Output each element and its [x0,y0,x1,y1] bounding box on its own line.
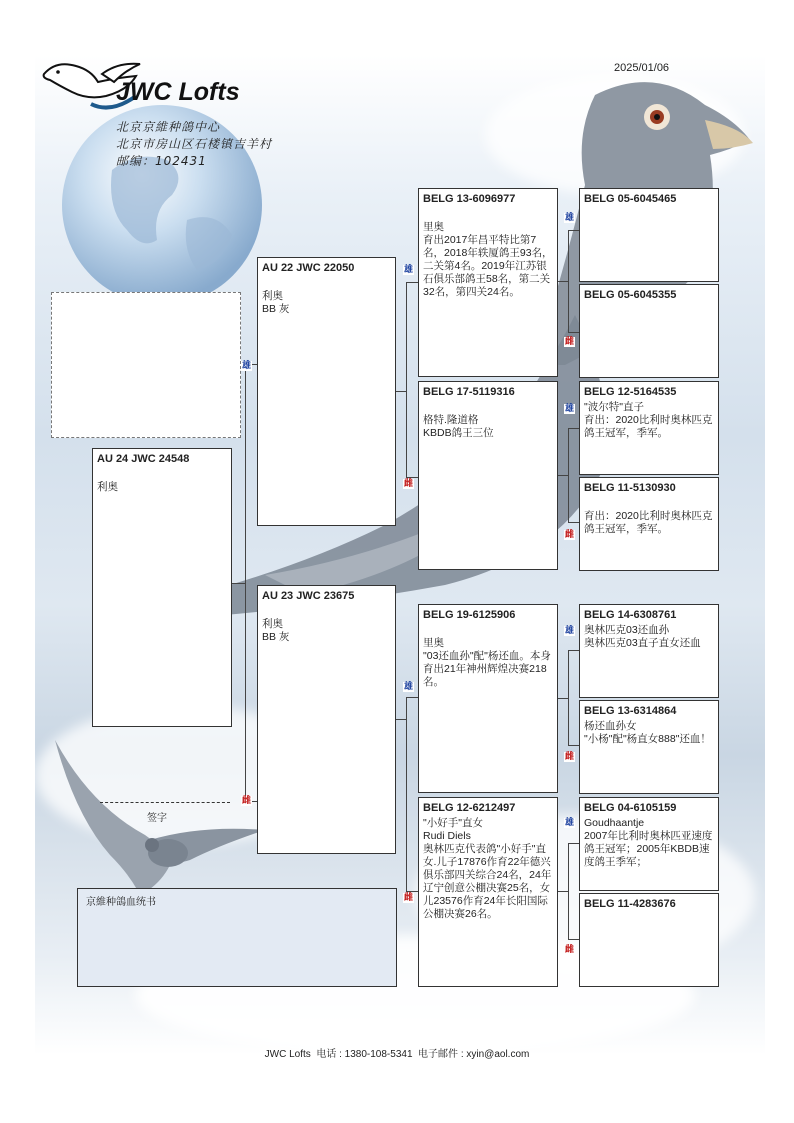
male-marker: 雄 [565,213,575,223]
club-name: 北京京維种鴿中心 [116,120,221,134]
bird-name: 利奥 [262,290,283,302]
bird-achievements: 育出：2020比利时奥林匹克鸽王冠军，季军。 [584,510,713,535]
certificate-label: 京維种鴿血统书 [86,897,156,908]
ring-number: BELG 12-6212497 [423,802,516,814]
connector [406,477,418,478]
connector [568,230,579,231]
club-postcode: 邮编：102431 [116,154,207,168]
bird-achievements: 奥林匹克03直子直女还血 [584,637,701,649]
sire-dam-card [418,381,558,570]
connector [568,939,579,940]
bird-achievements: Rudi Diels 奥林匹克代表鸽"小好手"直女.儿子17876作育22年德兴俱乐部四关综合24名，24年辽宁创意公棚决赛25名，女儿23576作育24年长阳国际公棚决赛26名。 [423,830,552,920]
ring-number: BELG 13-6314864 [584,705,677,717]
female-marker: 雌 [242,796,252,806]
bird-name: 里奥 [423,221,444,233]
connector [558,475,568,476]
bird-photo-placeholder [51,292,241,438]
great-grandparent-card-ssd [579,284,719,378]
bird-color: BB 灰 [262,303,290,315]
great-grandparent-card-dsd [579,700,719,794]
female-marker: 雌 [565,337,575,347]
connector [568,428,579,429]
ring-number: BELG 14-6308761 [584,609,677,621]
great-grandparent-card-dds [579,797,719,891]
club-address: 北京市房山区石楼镇吉羊村 [116,137,273,151]
bird-name: "小好手"直女 [423,817,483,829]
sire-sire-card [418,188,558,377]
bird-name: 杨还血孙女 [584,720,637,732]
footer-contact: JWC Lofts 电话 : 1380-108-5341 电子邮件 : xyin@aol.com [264,1049,530,1060]
ring-number: AU 22 JWC 22050 [262,262,355,274]
female-marker: 雌 [404,479,414,489]
connector [396,391,406,392]
male-marker: 雄 [565,818,575,828]
sire-card [257,257,396,526]
connector [568,745,579,746]
connector [558,698,568,699]
connector [568,843,569,940]
dam-dam-card [418,797,558,987]
bird-name: Goudhaantje [584,817,645,829]
male-marker: 雄 [404,265,414,275]
female-marker: 雌 [565,752,575,762]
ring-number: AU 24 JWC 24548 [97,453,190,465]
connector [245,364,246,802]
female-marker: 雌 [404,893,414,903]
connector [568,843,579,844]
bird-name: 奥林匹克03还血孙 [584,624,670,636]
connector [568,230,569,333]
male-marker: 雄 [565,404,575,414]
dam-card [257,585,396,854]
great-grandparent-card-ddd [579,893,719,987]
bird-achievements: "03还血孙"配"杨还血。本身育出21年神州辉煌决赛218名。 [423,650,551,688]
ring-number: BELG 05-6045355 [584,289,677,301]
ring-number: BELG 11-5130930 [584,482,676,494]
signature-label: 签字 [147,813,167,824]
bird-color: BB 灰 [262,631,290,643]
connector [558,281,568,282]
connector [568,428,569,523]
connector [406,697,407,892]
connector [568,332,579,333]
male-marker: 雄 [565,626,575,636]
bird-name: 里奥 [423,637,444,649]
signature-line [100,802,230,803]
great-grandparent-card-sds [579,381,719,475]
connector [568,522,579,523]
bird-name: "波尔特"直子 [584,401,644,413]
dam-sire-card [418,604,558,793]
bird-name: 格特.隆道格 [423,414,479,426]
connector [568,650,569,746]
certificate-box [77,888,397,987]
ring-number: AU 23 JWC 23675 [262,590,355,602]
connector [406,891,418,892]
ring-number: BELG 12-5164535 [584,386,677,398]
bird-achievements: KBDB鸽王三位 [423,427,494,439]
connector [406,282,407,478]
ring-number: BELG 05-6045465 [584,193,677,205]
ring-number: BELG 04-6105159 [584,802,677,814]
logo-title: JWC Lofts [116,78,240,106]
bird-name: 利奥 [97,481,118,493]
ring-number: BELG 19-6125906 [423,609,516,621]
bird-achievements: "小杨"配"杨直女888"还血！ [584,733,711,745]
connector [396,719,406,720]
ring-number: BELG 17-5119316 [423,386,515,398]
female-marker: 雌 [565,530,575,540]
great-grandparent-card-sdd [579,477,719,571]
bird-achievements: 育出2017年昌平特比第7名，2018年轶厦鸽王93名，二关第4名。2019年江苏银石俱乐部鸽王58名，第二关32名，第四关24名。 [423,234,553,298]
connector [232,583,245,584]
male-marker: 雄 [404,682,414,692]
bird-name: 利奥 [262,618,283,630]
bird-achievements: 2007年比利时奥林匹亚速度鸽王冠军；2005年KBDB速度鸽王季军； [584,830,713,868]
bird-achievements: 育出：2020比利时奥林匹克鸽王冠军，季军。 [584,414,713,439]
great-grandparent-card-sss [579,188,719,282]
print-date: 2025/01/06 [614,62,670,74]
connector [406,697,418,698]
connector [568,650,579,651]
male-marker: 雄 [242,361,252,371]
connector [406,282,418,283]
subject-bird-card [92,448,232,727]
great-grandparent-card-dss [579,604,719,698]
female-marker: 雌 [565,945,575,955]
ring-number: BELG 11-4283676 [584,898,676,910]
ring-number: BELG 13-6096977 [423,193,516,205]
connector [558,891,568,892]
